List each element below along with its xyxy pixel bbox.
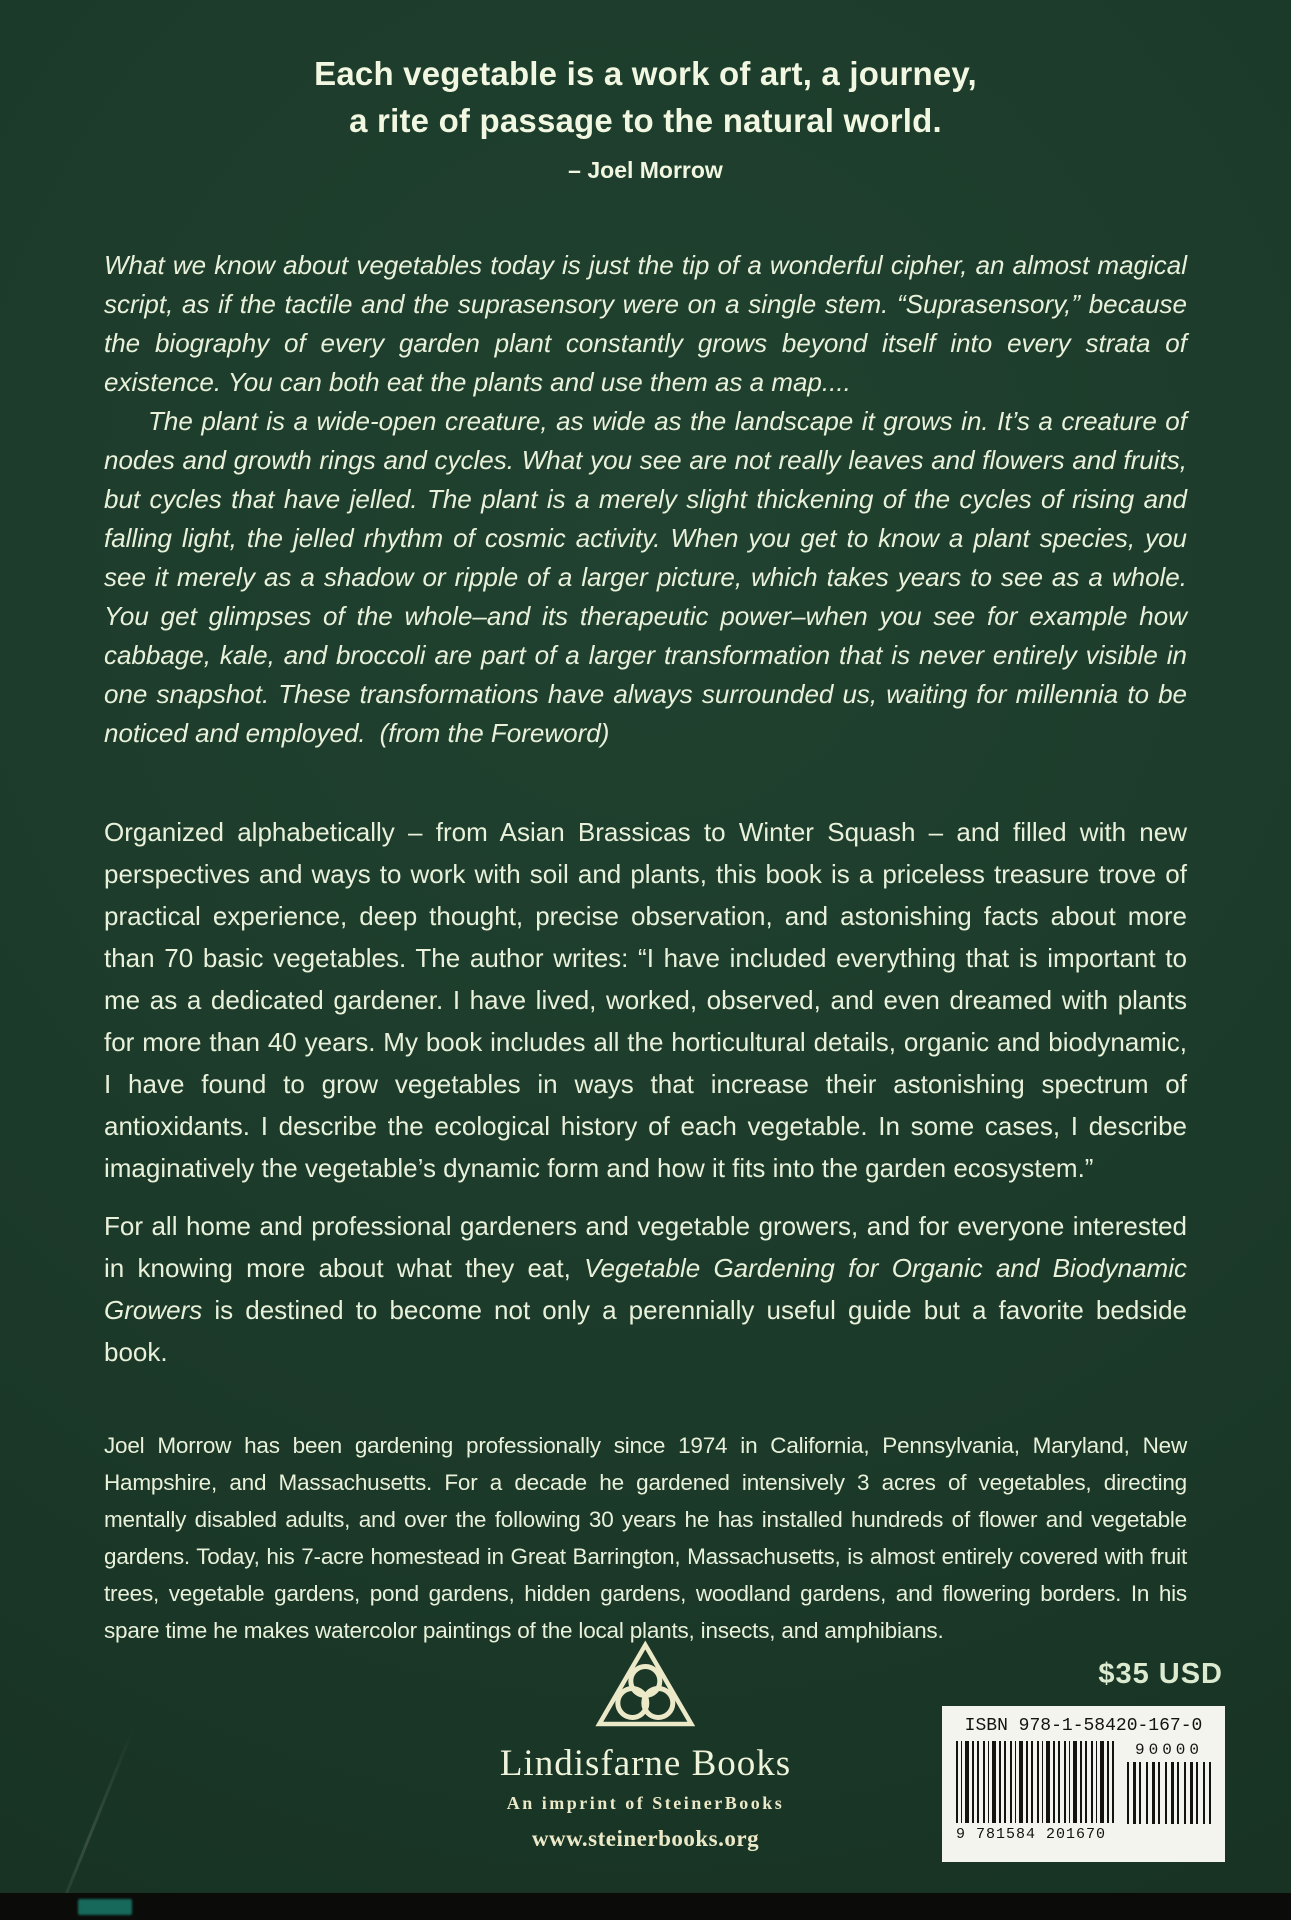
price-label: $35 USD (1098, 1658, 1223, 1690)
description-paragraph-2-suffix: is destined to become not only a perennially useful guide but a favorite bedside book. (104, 1295, 1187, 1367)
foreword-paragraph-2-text: The plant is a wide-open creature, as wide as the landscape it grows in. It’s a creature of nodes and growth rings and cycles. What you see are not really leaves and flowers and fruits, but cycles that have jelled. The plant is a merely slight thickening of the cycles of rising and falling light, the jelled rhythm of cosmic activity. When you get to know a plant species, you see it merely as a shadow or ripple of a larger picture, which takes years to see as a whole. You get glimpses of the whole–and its therapeutic power–when you see for example how cabbage, kale, and broccoli are part of a larger transformation that is never entirely visible in one snapshot. These transformations have always surrounded us, waiting for millennia to be noticed and employed. (104, 406, 1187, 748)
main-barcode-column (956, 1741, 1118, 1843)
addon-barcode-bars-icon (1127, 1762, 1211, 1824)
isbn-barcode-box (942, 1706, 1225, 1862)
barcode-row (956, 1741, 1211, 1843)
addon-barcode-column (1127, 1741, 1211, 1843)
photo-edge-strip (0, 1893, 1291, 1920)
foreword-excerpt (104, 246, 1187, 753)
description-paragraph-1: Organized alphabetically – from Asian Brassicas to Winter Squash – and filled with new perspectives and ways to work with soil and plants, this book is a priceless treasure trove of practical experience, deep thought, precise observation, and astonishing facts about more than 70 basic vegetables. The author writes: “I have included everything that is important to me as a dedicated gardener. I have lived, worked, observed, and even dreamed with plants for more than 40 years. My book includes all the horticultural details, organic and biodynamic, I have found to grow vegetables in ways that increase their astonishing spectrum of antioxidants. I describe the ecological history of each vegetable. In some cases, I describe imaginatively the vegetable’s dynamic form and how it fits into the garden ecosystem.” (104, 817, 1187, 1183)
description-paragraph-2 (104, 1205, 1187, 1373)
description-paragraph-2-prefix: For all home and professional gardeners and vegetable growers, and for everyone interested in knowing more about what they eat, (104, 1211, 1187, 1283)
barcode-digits: 9 781584 201670 (956, 1826, 1107, 1843)
quote-line-1: Each vegetable is a work of art, a journey, (314, 55, 977, 92)
publisher-imprint-line: An imprint of SteinerBooks (506, 1793, 785, 1813)
foreword-paragraph-1: What we know about vegetables today is just the tip of a wonderful cipher, an almost magical script, as if the tactile and the suprasensory were on a single stem. “Suprasensory,” because the biography of every garden plant constantly grows beyond itself into every strata of existence. You can both eat the plants and use them as a map.... (104, 250, 1187, 397)
foreword-paragraph-2 (104, 402, 1187, 753)
headline-quote (104, 0, 1187, 184)
author-bio: Joel Morrow has been gardening professionally since 1974 in California, Pennsylvania, Maryland, New Hampshire, and Massachusetts. For a decade he gardened intensively 3 acres of vegetables, directing mentally disabled adults, and over the following 30 years he has installed hundreds of flower and vegetable gardens. Today, his 7-acre homestead in Great Barrington, Massachusetts, is almost entirely covered with fruit trees, vegetable gardens, pond gardens, hidden gardens, woodland gardens, and flowering borders. In his spare time he makes watercolor paintings of the local plants, insects, and amphibians. (104, 1433, 1187, 1643)
publisher-name: Lindisfarne Books (499, 1743, 792, 1784)
triquetra-triangle-logo-icon (595, 1640, 697, 1730)
publisher-website: www.steinerbooks.org (531, 1826, 760, 1851)
foreword-credit: (from the Foreword) (379, 718, 610, 748)
photo-edge-artifact (78, 1899, 132, 1915)
isbn-label: ISBN 978-1-58420-167-0 (964, 1716, 1203, 1736)
quote-attribution: – Joel Morrow (568, 157, 723, 183)
barcode-bars-icon (956, 1741, 1118, 1823)
publisher-block (500, 1640, 791, 1852)
quote-line-2: a rite of passage to the natural world. (349, 102, 942, 139)
cover-crease (42, 1727, 135, 1920)
book-title: Vegetable Gardening for Organic and Biodynamic Growers (104, 1253, 1187, 1325)
addon-code: 90000 (1134, 1741, 1203, 1759)
